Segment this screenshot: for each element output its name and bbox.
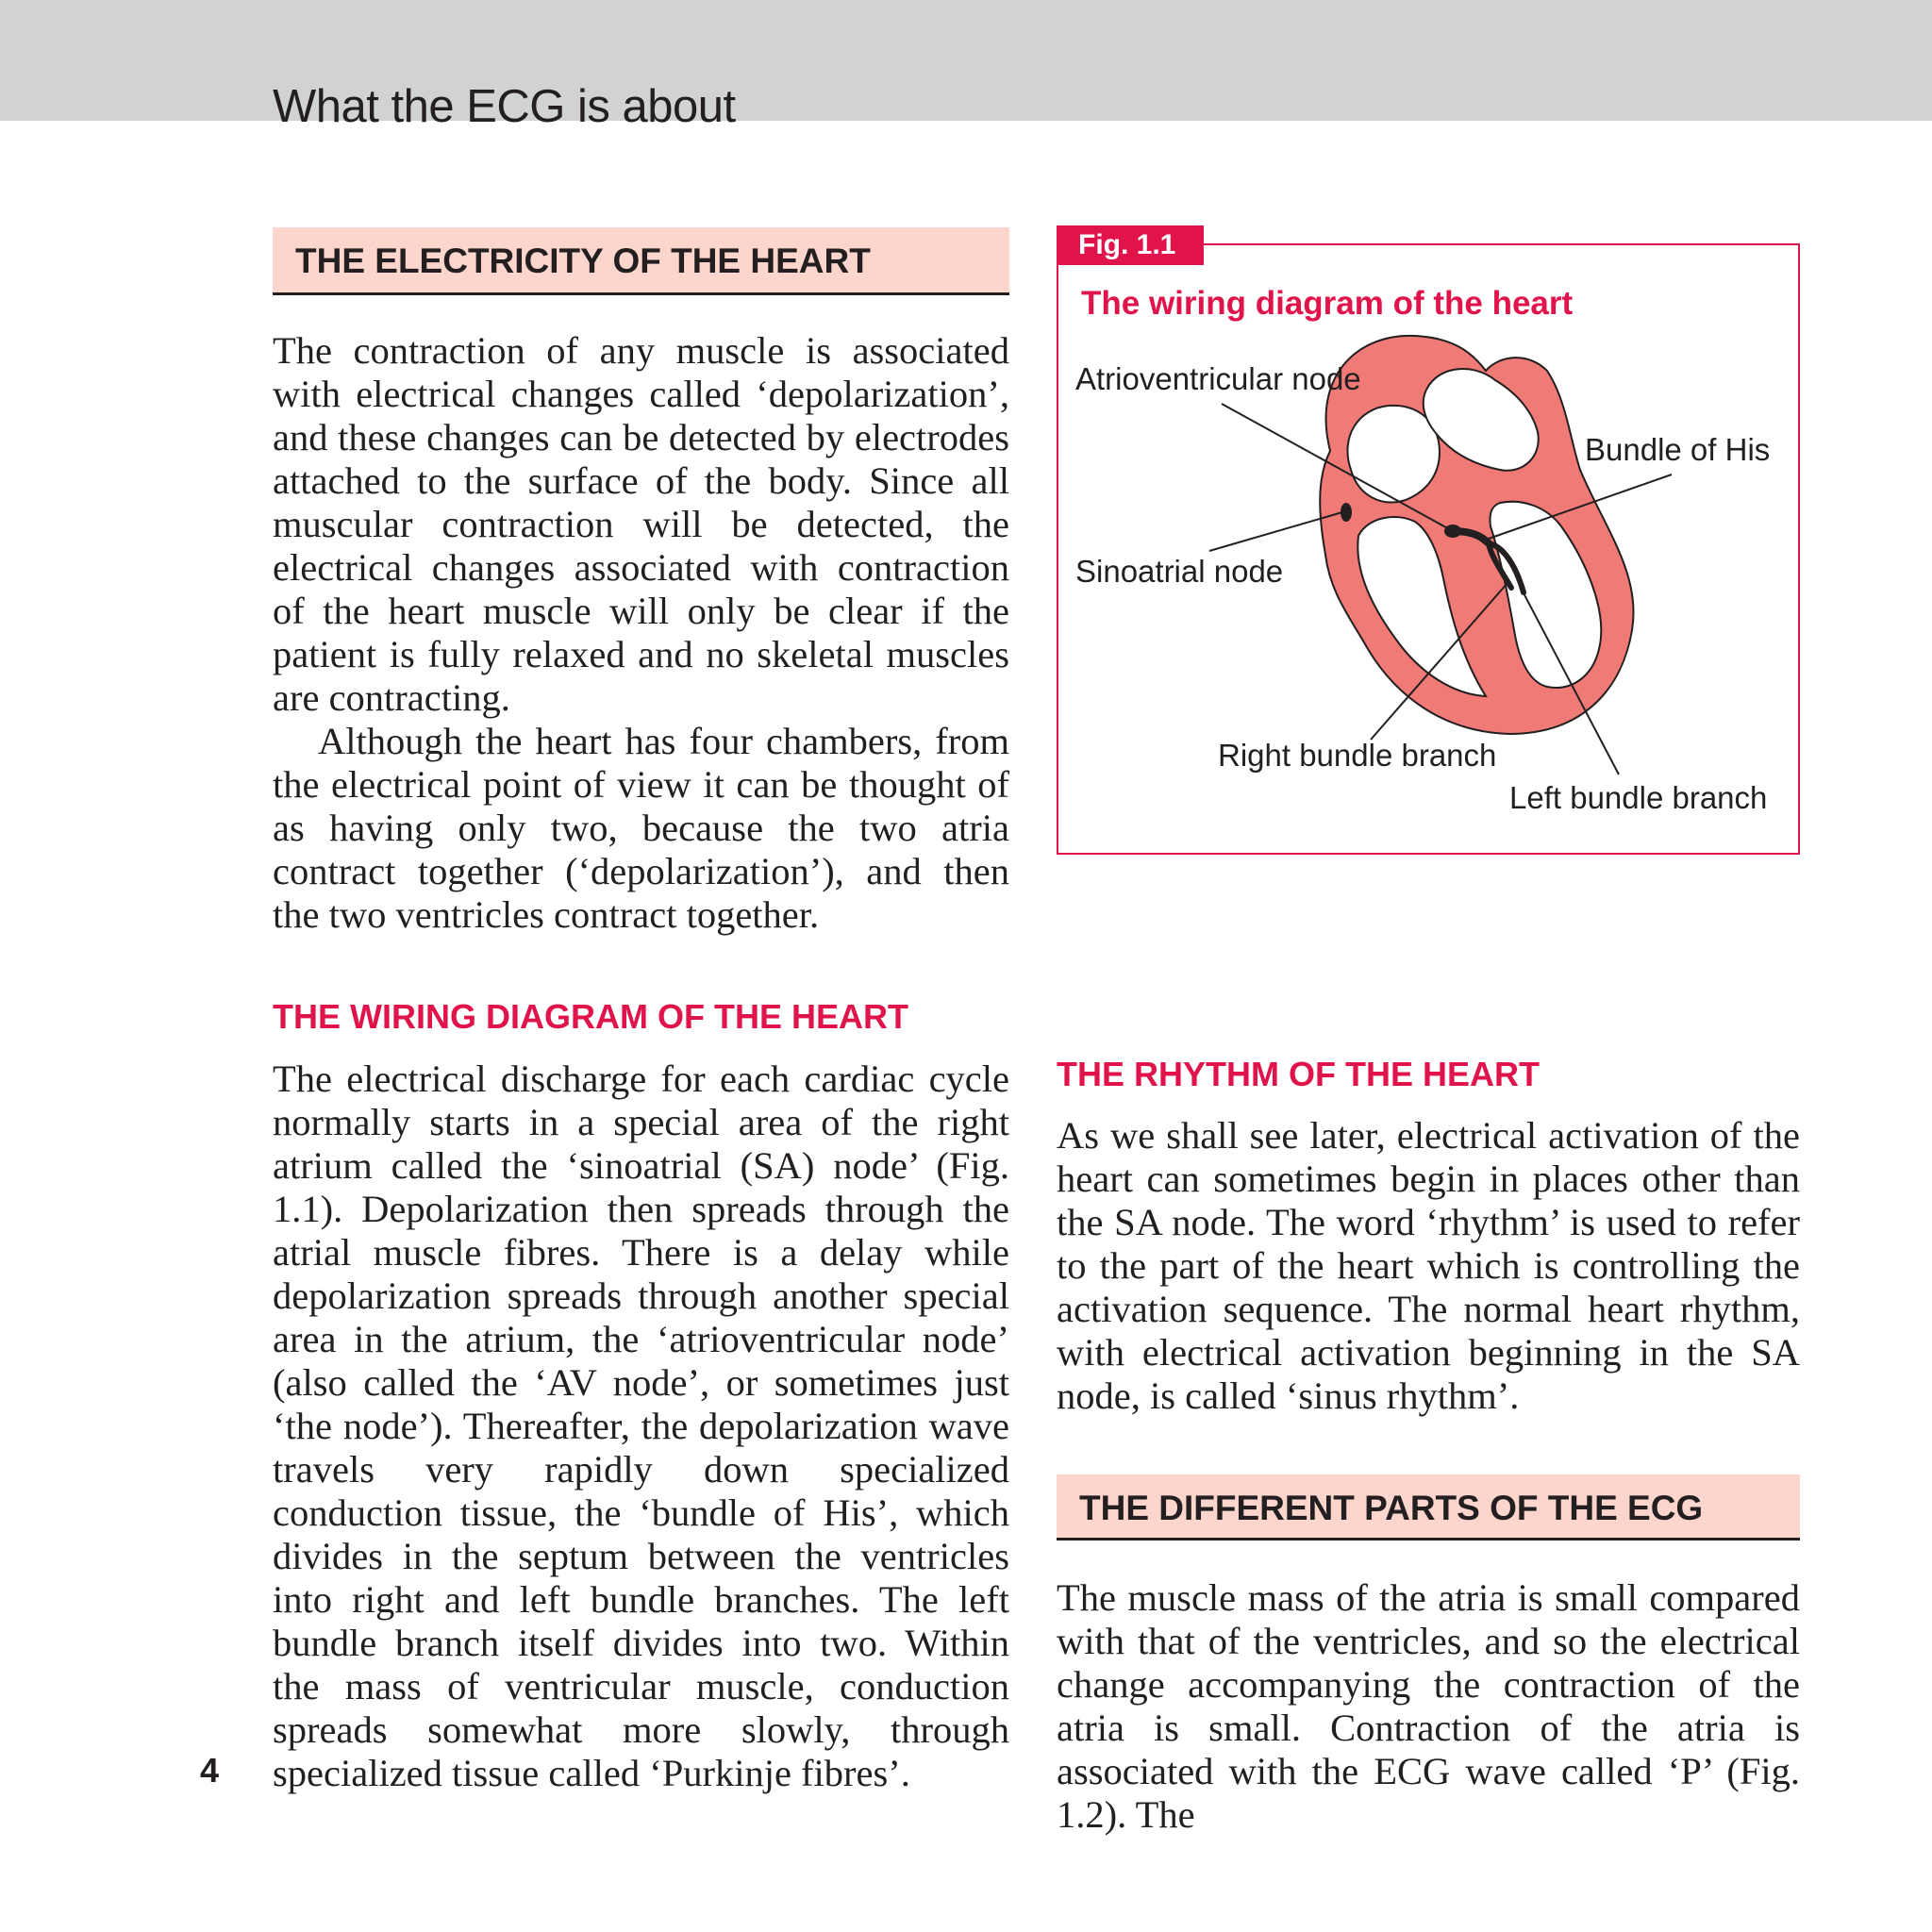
running-head: What the ECG is about (273, 81, 736, 132)
paragraph: The contraction of any muscle is associated with electrical changes called ‘depolarization’, and these changes can be detected by electrodes attached to the surface of the body. Since all muscular contraction will be detected, the electrical changes associated with contraction of the heart muscle will only be clear if the patient is fully relaxed and no skeletal muscles are contracting. (273, 329, 1009, 719)
ecg-parts-text (1057, 1576, 1800, 1837)
paragraph: As we shall see later, electrical activation of the heart can sometimes begin in places other than the SA node. The word ‘rhythm’ is used to refer to the part of the heart which is controlling the activation sequence. The normal heart rhythm, with electrical activation beginning in the SA node, is called ‘sinus rhythm’. (1057, 1114, 1800, 1417)
section-heading-electricity: THE ELECTRICITY OF THE HEART (295, 242, 871, 280)
section-heading-rhythm: THE RHYTHM OF THE HEART (1057, 1055, 1540, 1093)
wiring-text (273, 1058, 1009, 1795)
section-heading-ecg-parts: THE DIFFERENT PARTS OF THE ECG (1079, 1489, 1704, 1527)
figure-title: The wiring diagram of the heart (1081, 285, 1574, 322)
label-left-bundle-branch: Left bundle branch (1509, 780, 1768, 815)
label-right-bundle-branch: Right bundle branch (1218, 738, 1497, 773)
section-heading-box (1057, 1474, 1800, 1541)
figure-tag: Fig. 1.1 (1057, 225, 1204, 265)
section-heading-box (273, 227, 1009, 295)
paragraph: The electrical discharge for each cardiac cycle normally starts in a special area of the right atrium called the ‘sinoatrial (SA) node’ (Fig. 1.1). Depolarization then spreads through the atrial muscle fibres. There is a delay while depolarization spreads through another special area in the atrium, the ‘atrioventricular node’ (also called the ‘AV node’, or sometimes just ‘the node’). Thereafter, the depolarization wave travels very rapidly down specialized conduction tissue, the ‘bundle of His’, which divides in the septum between the ventricles into right and left bundle branches. The left bundle branch itself divides into two. Within the mass of ventricular muscle, conduction spreads somewhat more slowly, through specialized tissue called ‘Purkinje fibres’. (273, 1058, 1009, 1794)
page-number: 4 (200, 1751, 220, 1790)
electricity-text (273, 329, 1009, 937)
right-atrium-cavity (1347, 406, 1439, 503)
paragraph: The muscle mass of the atria is small compared with that of the ventricles, and so the electrical change accompanying the contraction of the atria is small. Contraction of the atria is associated with the ECG wave called ‘P’ (Fig. 1.2). The (1057, 1576, 1800, 1836)
paragraph: Although the heart has four chambers, from the electrical point of view it can be thought of as having only two, because the two atria contract together (‘depolarization’), and then the two ventricles contract together. (273, 720, 1009, 936)
rhythm-text (1057, 1114, 1800, 1418)
label-bundle-of-his: Bundle of His (1585, 432, 1771, 467)
section-heading-wiring: THE WIRING DIAGRAM OF THE HEART (273, 997, 908, 1036)
label-av-node: Atrioventricular node (1075, 361, 1361, 396)
label-sa-node: Sinoatrial node (1075, 554, 1284, 589)
